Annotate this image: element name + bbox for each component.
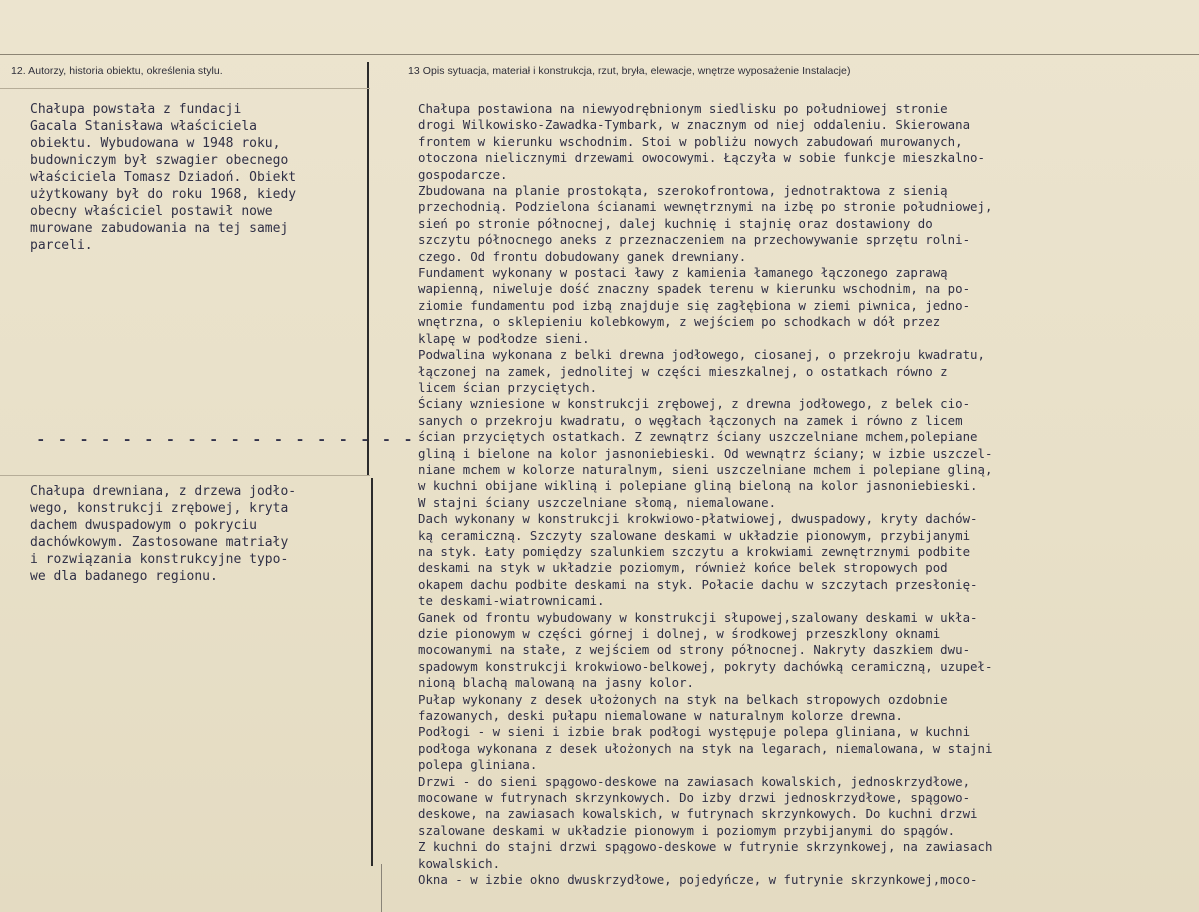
history-line: obecny właściciel postawił nowe	[30, 204, 273, 219]
history-line: właściciela Tomasz Dziadoń. Obiekt	[30, 170, 297, 185]
left-box-divider-line	[0, 475, 370, 476]
description-line: mocowane w futrynach skrzynkowych. Do izby drzwi jednoskrzydłowe, spągowo-	[418, 790, 971, 806]
description-line: wapienną, niweluje dość znaczny spadek terenu w kierunku wschodnim, na po-	[418, 281, 971, 297]
history-line: użytkowany był do roku 1968, kiedy	[30, 187, 297, 202]
description-line: w kuchni obijane wikliną i polepiane gliną bieloną na kolor jasnoniebieski.	[418, 478, 978, 494]
dashed-separator: - - - - - - - - - - - - - - - - - -	[36, 431, 415, 449]
description-line: Chałupa postawiona na niewyodrębnionym siedlisku po południowej stronie	[418, 101, 948, 116]
description-line: mocowanymi na stałe, z wejściem od strony północnej. Nakryty daszkiem dwu-	[418, 642, 971, 658]
column-divider	[367, 62, 369, 476]
description-line: czego. Od frontu dobudowany ganek drewniany.	[418, 248, 747, 264]
description-line: sień po stronie północnej, dalej kuchnię i stajnię oraz dostawiony do	[418, 215, 933, 231]
style-line: dachem dwuspadowym o pokryciu	[30, 518, 257, 533]
top-border-line	[0, 54, 1199, 55]
description-line: wnętrzna, o sklepieniu kolebkowym, z wejściem po schodkach w dół przez	[418, 314, 941, 330]
description-line: łączonej na zamek, jednolitej w części mieszkalnej, o ostatkach równo z	[418, 363, 948, 379]
description-text	[418, 101, 992, 889]
style-line: Chałupa drewniana, z drzewa jodło-	[30, 484, 297, 499]
description-line: te deskami-wiatrownicami.	[418, 593, 605, 609]
description-line: okapem dachu podbite deskami na styk. Połacie dachu w szczytach przesłonię-	[418, 576, 978, 592]
description-line: Dach wykonany w konstrukcji krokwiowo-płatwiowej, dwuspadowy, kryty dachów-	[418, 511, 978, 527]
description-line: Okna - w izbie okno dwuskrzydłowe, pojedyńcze, w futrynie skrzynkowej,moco-	[418, 872, 978, 888]
description-line: frontem w kierunku wschodnim. Stoi w pobliżu nowych zabudowań murowanych,	[418, 133, 963, 149]
column-divider-tail	[381, 864, 382, 912]
history-line: parceli.	[30, 238, 93, 253]
description-line: Podwalina wykonana z belki drewna jodłowego, ciosanej, o przekroju kwadratu,	[418, 347, 985, 363]
description-line: szczytu północnego aneks z przeznaczeniem na przechowywanie sprzętu rolni-	[418, 232, 971, 248]
description-line: niane mchem w kolorze naturalnym, sieni uszczelniane mchem i polepiane gliną,	[418, 461, 993, 477]
description-line: kowalskich.	[418, 855, 501, 871]
description-line: licem ścian przyciętych.	[418, 379, 598, 395]
description-line: podłoga wykonana z desek ułożonych na styk na legarach, niemalowana, w stajni	[418, 740, 993, 756]
description-line: nioną blachą malowaną na jasny kolor.	[418, 675, 695, 691]
description-line: deskami na styk w układzie poziomym, również końce belek stropowych pod	[418, 560, 948, 576]
description-line: Fundament wykonany w postaci ławy z kamienia łamanego łączonego zaprawą	[418, 265, 948, 281]
style-line: wego, konstrukcji zrębowej, kryta	[30, 501, 289, 516]
description-line: drogi Wilkowisko-Zawadka-Tymbark, w znacznym od niej oddaleniu. Skierowana	[418, 117, 971, 133]
description-line: na styk. Łaty pomiędzy szalunkiem szczytu a krokwiami zewnętrznymi podbite	[418, 543, 971, 559]
description-line: fazowanych, deski pułapu niemalowane w naturalnym kolorze drewna.	[418, 708, 903, 724]
section-13-heading: 13 Opis sytuacja, materiał i konstrukcja, rzut, bryła, elewacje, wnętrze wyposażenie Instalacje)	[408, 65, 851, 77]
description-line: Ganek od frontu wybudowany w konstrukcji słupowej,szalowany deskami w ukła-	[418, 609, 978, 625]
description-line: gospodarcze.	[418, 166, 508, 182]
style-line: dachówkowym. Zastosowane matriały	[30, 535, 289, 550]
history-line: obiektu. Wybudowana w 1948 roku,	[30, 136, 281, 151]
description-line: szalowane deskami w układzie pionowym i poziomym przybijanymi do spągów.	[418, 822, 956, 838]
description-line: klapę w podłodze sieni.	[418, 330, 590, 346]
left-box-top-line	[0, 88, 370, 89]
history-line: Gacala Stanisława właściciela	[30, 119, 257, 134]
description-line: dzie pionowym w części górnej i dolnej, w środkowej przeszklony oknami	[418, 626, 941, 641]
section-12-heading: 12. Autorzy, historia obiektu, określenia stylu.	[11, 65, 223, 77]
history-line: Chałupa powstała z fundacji	[30, 102, 242, 117]
description-line: Drzwi - do sieni spągowo-deskowe na zawiasach kowalskich, jednoskrzydłowe,	[418, 773, 971, 789]
description-line: ścian przyciętych ostatkach. Z zewnątrz ściany uszczelniane mchem,polepiane	[418, 429, 978, 445]
history-line: budowniczym był szwagier obecnego	[30, 153, 289, 168]
description-line: otoczona nielicznymi drzewami owocowymi. Łączyła w sobie funkcje mieszkalno-	[418, 150, 985, 166]
description-line: spadowym konstrukcji krokwiowo-belkowej, pokryty dachówką ceramiczną, uzupeł-	[418, 658, 993, 674]
column-divider-lower	[371, 478, 373, 866]
description-line: deskowe, na zawiasach kowalskich, w futrynach skrzynkowych. Do kuchni drzwi	[418, 806, 978, 822]
style-line: we dla badanego regionu.	[30, 569, 218, 584]
history-line: murowane zabudowania na tej samej	[30, 221, 289, 236]
description-line: sanych o przekroju kwadratu, o węgłach łączonych na zamek i równo z licem	[418, 412, 963, 428]
description-line: Ściany wzniesione w konstrukcji zrębowej, z drewna jodłowego, z belek cio-	[418, 396, 971, 412]
history-text	[30, 101, 296, 254]
description-line: Podłogi - w sieni i izbie brak podłogi występuje polepa gliniana, w kuchni	[418, 724, 971, 740]
description-line: Pułap wykonany z desek ułożonych na styk na belkach stropowych ozdobnie	[418, 691, 948, 707]
description-line: Zbudowana na planie prostokąta, szerokofrontowa, jednotraktowa z sienią	[418, 183, 948, 199]
style-text	[30, 483, 296, 585]
style-line: i rozwiązania konstrukcyjne typo-	[30, 552, 289, 567]
description-line: ką ceramiczną. Szczyty szalowane deskami w układzie pionowym, przybijanymi	[418, 527, 971, 543]
description-line: Z kuchni do stajni drzwi spągowo-deskowe w futrynie skrzynkowej, na zawiasach	[418, 839, 993, 855]
description-line: W stajni ściany uszczelniane słomą, niemalowane.	[418, 494, 777, 510]
description-line: gliną i bielone na kolor jasnoniebieski. Od wewnątrz ściany; w izbie uszczel-	[418, 445, 993, 461]
description-line: polepa gliniana.	[418, 757, 538, 773]
description-line: ziomie fundamentu pod izbą znajduje się zagłębiona w ziemi piwnica, jedno-	[418, 297, 971, 313]
description-line: przechodnią. Podzielona ścianami wewnętrznymi na izbę po stronie południowej,	[418, 199, 993, 215]
